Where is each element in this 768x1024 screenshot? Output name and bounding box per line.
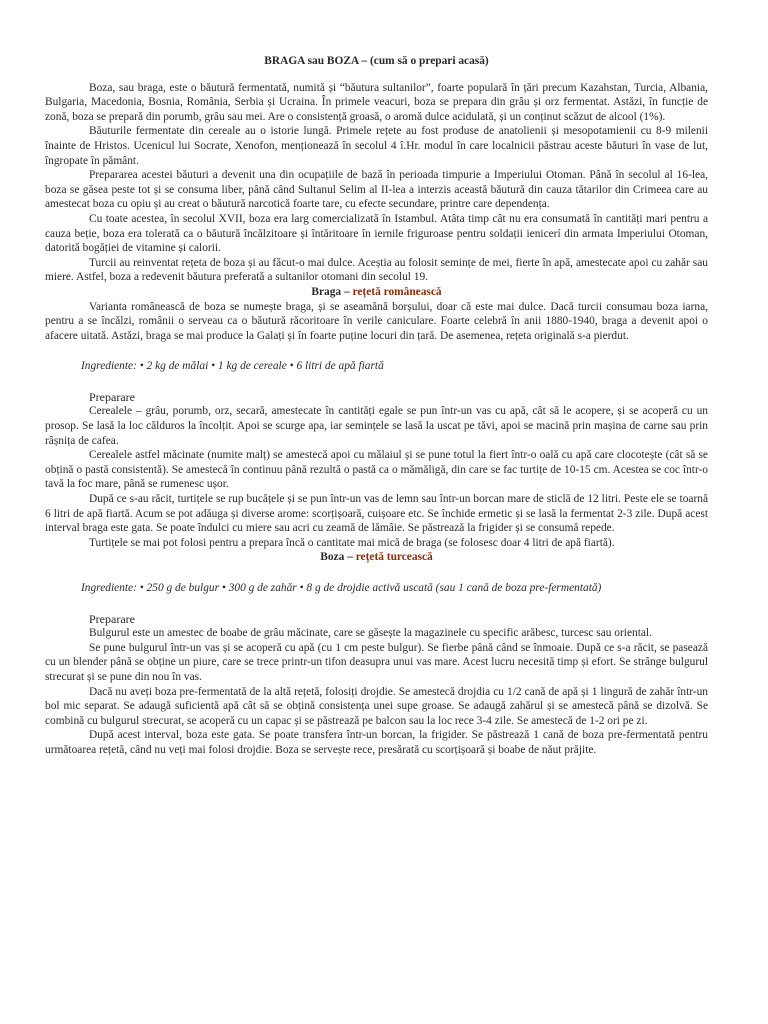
boza-step-1: Bulgurul este un amestec de boabe de grâu măcinate, care se găsește la magazinele cu specific arăbesc, turcesc sau oriental.	[89, 627, 652, 640]
title-main: BRAGA sau BOZA –	[264, 55, 370, 67]
braga-heading	[45, 285, 708, 300]
braga-step-1: Cerealele – grâu, porumb, orz, secară, amestecate în cantități egale se pun într-un vas cu apă, cât să le acopere, și se acoperă cu un prosop. Se lasă la loc călduros la încolțit. Apoi se scurge apa, iar semințele se lasă la uscat pe tăvi, apoi se macină prin mașina de carne sau prin râșnița de cafea.	[45, 405, 708, 447]
braga-step-4: Turtițele se mai pot folosi pentru a prepara încă o cantitate mai mică de braga (se folosesc doar 4 litri de apă fiartă).	[89, 536, 615, 549]
boza-step-2: Se pune bulgurul într-un vas și se acoperă cu apă (cu 1 cm peste bulgur). Se fierbe până când se înmoaie. După ce s-a răcit, se pasează cu un blender până se obține un piure, care se trece printr-un tifon deasupra unui vas mare. Acest lucru necesită timp și efort. Se strânge bulgurul strecurat și se pune din nou în vas.	[45, 641, 708, 683]
braga-step-3: După ce s-au răcit, turtițele se rup bucățele și se pun într-un vas de lemn sau într-un borcan mare de sticlă de 12 litri. Peste ele se toarnă 6 litri de apă fiartă. Acum se pot adăuga și diverse arome: scorțișoară, cuișoare etc. Se închide ermetic și se lasă la fermentat 2-3 zile. După acest interval braga este gata. Se poate îndulci cu miere sau acri cu zeamă de lămâie. Se păstrează la frigider și se consumă repede.	[45, 493, 708, 535]
title-subtitle: (cum să o prepari acasă)	[369, 55, 489, 67]
braga-heading-prefix: Braga –	[311, 285, 353, 298]
intro-paragraph-2: Băuturile fermentate din cereale au o istorie lungă. Primele rețete au fost produse de anatolienii și mesopotamienii cu 8-9 milenii înainte de Hristos. Ucenicul lui Socrate, Xenofon, menționează în secolul 4 î.Hr. modul în care localnicii păstrau aceste băuturi în vase de lut, îngropate în pământ.	[45, 125, 708, 167]
braga-ingredients: Ingrediente: • 2 kg de mălai • 1 kg de cereale • 6 litri de apă fiartă	[81, 360, 384, 373]
intro-paragraph-3: Prepararea acestei băuturi a devenit una din ocupațiile de bază în perioada timpurie a Imperiului Otoman. Până în secolul al 16-lea, boza se găsea peste tot și se consuma liber, până când Sultanul Selim al II-lea a interzis această băutură din cauza tătarilor din Crimeea care au amestecat boza cu opiu și au creat o băutură narcotică foarte tare, cu efecte secundare, printre care dependența.	[45, 169, 708, 211]
boza-heading-accent: rețetă turcească	[355, 551, 433, 564]
boza-heading-prefix: Boza –	[320, 551, 356, 564]
braga-prep-label: Preparare	[89, 389, 135, 404]
intro-paragraph-1: Boza, sau braga, este o băutură fermentată, numită și “băutura sultanilor”, foarte populară în țări precum Kazahstan, Turcia, Albania, Bulgaria, Macedonia, Bosnia, România, Serbia și Ucraina. În primele veacuri, boza se prepara din grâu și orz fermentat. Astăzi, în funcție de zonă, boza se prepară din porumb, grâu sau mei. Are o consistență groasă, o aromă dulce acidulată, și un conținut scăzut de alcool (1%).	[45, 81, 708, 123]
boza-heading	[45, 550, 708, 565]
braga-intro-paragraph: Varianta românească de boza se numește braga, și se aseamănă borșului, doar că este mai dulce. Dacă turcii consumau boza iarna, pentru a se încălzi, românii o serveau ca o băutură răcoritoare în verile caniculare. Foarte celebră în anii 1880-1940, braga a devenit apoi o afacere uitată. Astăzi, braga se mai produce la Galați și în foarte puține locuri din țară. De asemenea, rețeta originală s-a pierdut.	[45, 300, 708, 342]
intro-paragraph-5: Turcii au reinventat rețeta de boza și au făcut-o mai dulce. Aceștia au folosit semințe de mei, fierte în apă, amestecate apoi cu zahăr sau miere. Astfel, boza a redevenit băutura preferată a sultanilor otomani din secolul 19.	[45, 256, 708, 284]
boza-step-3: Dacă nu aveți boza pre-fermentată de la altă rețetă, folosiți drojdie. Se amestecă drojdia cu 1/2 cană de apă și 1 lingură de zahăr într-un bol mic separat. Se adaugă suficientă apă cât să se obțină consistența unei supe groase. Se adaugă zahărul și se amestecă până se dizolvă. Se combină cu bulgurul strecurat, se acoperă cu un capac și se păstrează pe balcon sau la loc rece 3-4 zile. Se amestecă de 1-2 ori pe zi.	[45, 685, 708, 727]
page-title	[45, 54, 708, 69]
boza-step-4: După acest interval, boza este gata. Se poate transfera într-un borcan, la frigider. Se păstrează 1 cană de boza pre-fermentată pentru următoarea rețetă, când nu veți mai folosi drojdie. Boza se servește rece, presărată cu scorțișoară și boabe de năut prăjite.	[45, 729, 708, 756]
intro-paragraph-4: Cu toate acestea, în secolul XVII, boza era larg comercializată în Istambul. Atâta timp cât nu era consumată în cantități mari pentru a cauza beție, boza era tolerată ca o băutură încălzitoare și întăritoare în iernile friguroase pentru soldații ienicerí din armata Imperiului Otoman, datorită bogăției de vitamine și calorii.	[45, 212, 708, 255]
boza-ingredients: Ingrediente: • 250 g de bulgur • 300 g de zahăr • 8 g de drojdie activă uscată (sau 1 cană de boza pre-fermentată)	[81, 582, 602, 594]
boza-prep-label: Preparare	[89, 611, 135, 626]
braga-step-2: Cerealele astfel măcinate (numite malț) se amestecă apoi cu mălaiul și se pune totul la fiert într-o oală cu apă care clocotește (cât să se obțină o pastă consistentă). Se amestecă în continuu până rezultă o pastă ca o mămăligă, din care se fac turtițe de 10-15 cm. Acestea se coc într-o tavă la foc mare, până se rumenesc ușor.	[45, 449, 708, 491]
braga-heading-accent: rețetă românească	[352, 285, 442, 298]
